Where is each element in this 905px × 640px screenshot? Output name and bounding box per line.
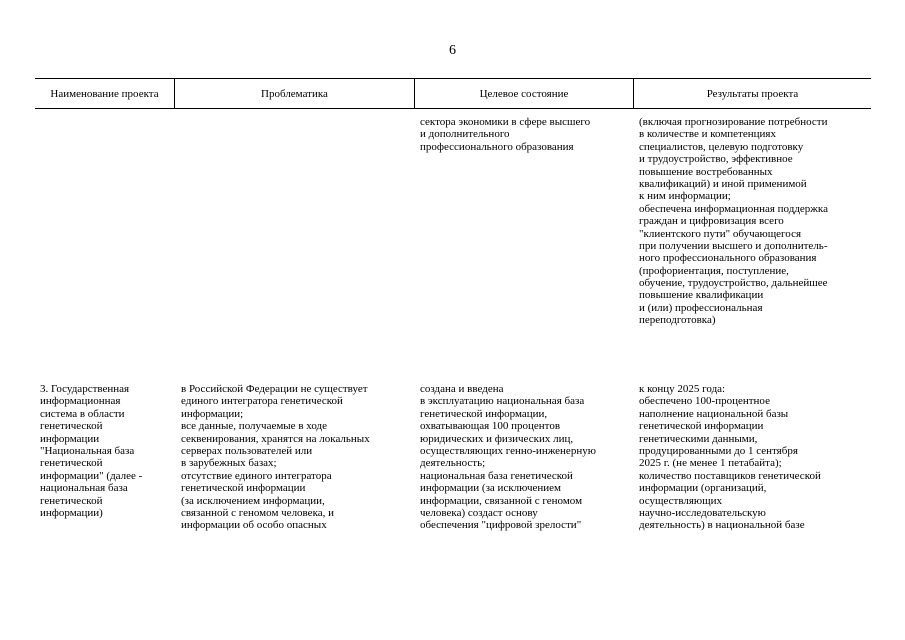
text-line: при получении высшего и дополнитель- xyxy=(639,239,828,252)
text-line: повышение востребованных xyxy=(639,165,773,178)
text-line: система в области xyxy=(40,407,125,420)
header-project-name: Наименование проекта xyxy=(50,88,159,100)
text-line: квалификаций) и иной применимой xyxy=(639,177,807,190)
text-line: (профориентация, поступление, xyxy=(639,264,789,277)
page-number: 6 xyxy=(449,43,456,58)
text-line: генетической xyxy=(40,420,103,433)
text-line: количество поставщиков генетической xyxy=(639,469,821,482)
text-line: наполнение национальной базы xyxy=(639,407,789,420)
text-line: генетической xyxy=(40,457,103,470)
header-problems: Проблематика xyxy=(261,88,328,100)
text-line: в количестве и компетенциях xyxy=(639,128,776,141)
text-line: к концу 2025 года: xyxy=(639,383,726,395)
text-line: обучение, трудоустройство, дальнейшее xyxy=(639,277,828,290)
text-line: в зарубежных базах; xyxy=(181,457,277,470)
text-line: деятельность) в национальной базе xyxy=(639,519,805,532)
text-line: в Российской Федерации не существует xyxy=(181,383,368,395)
text-line: и (или) профессиональная xyxy=(639,301,763,314)
row2-target-cell xyxy=(420,383,596,532)
text-line: и трудоустройство, эффективное xyxy=(639,153,793,166)
text-line: обеспечена информационная поддержка xyxy=(639,202,828,215)
text-line: специалистов, целевую подготовку xyxy=(639,140,804,153)
text-line: связанной с геномом человека, и xyxy=(181,506,335,519)
text-line: информации; xyxy=(181,407,244,420)
text-line: охватывающая 100 процентов xyxy=(420,420,561,433)
text-line: (включая прогнозирование потребности xyxy=(639,116,828,128)
text-line: все данные, получаемые в ходе xyxy=(181,420,328,433)
text-line: генетической информации xyxy=(181,482,306,495)
text-line: секвенирования, хранятся на локальных xyxy=(181,432,370,445)
text-line: к ним информации; xyxy=(639,190,731,203)
row2-results-cell xyxy=(639,383,821,532)
text-line: национальная база генетической xyxy=(420,469,573,482)
text-line: генетической xyxy=(40,494,103,507)
text-line: информации (за исключением xyxy=(420,482,561,495)
text-line: информации" (далее - xyxy=(40,469,143,482)
text-line: граждан и цифровизация всего xyxy=(639,215,784,228)
text-line: создана и введена xyxy=(420,383,504,395)
text-line: 2025 г. (не менее 1 петабайта); xyxy=(639,457,782,470)
text-line: генетической информации xyxy=(639,420,764,433)
row2-name-cell xyxy=(40,383,142,519)
text-line: информации) xyxy=(40,506,103,519)
text-line: человека) создаст основу xyxy=(420,506,538,519)
text-line: деятельность; xyxy=(420,457,486,470)
text-line: информации, связанной с геномом xyxy=(420,494,583,507)
text-line: информации (организаций, xyxy=(639,482,767,495)
text-line: осуществляющих генно-инженерную xyxy=(420,444,596,457)
text-line: национальная база xyxy=(40,482,128,495)
text-line: (за исключением информации, xyxy=(181,494,325,507)
text-line: повышение квалификации xyxy=(639,289,764,302)
header-target-state: Целевое состояние xyxy=(479,88,569,100)
text-line: продуцированными до 1 сентября xyxy=(639,444,798,457)
text-line: информации об особо опасных xyxy=(181,519,327,532)
text-line: обеспечения "цифровой зрелости" xyxy=(420,519,582,532)
text-line: и дополнительного xyxy=(420,128,510,141)
text-line: генетическими данными, xyxy=(639,432,758,445)
text-line: сектора экономики в сфере высшего xyxy=(420,116,591,128)
text-line: информационная xyxy=(40,395,121,408)
text-line: ного профессионального образования xyxy=(639,252,817,265)
text-line: осуществляющих xyxy=(639,494,722,507)
text-line: переподготовка) xyxy=(639,314,716,327)
text-line: "Национальная база xyxy=(40,444,135,457)
row1-target-cell xyxy=(420,116,590,153)
text-line: научно-исследовательскую xyxy=(639,506,766,519)
header-results: Результаты проекта xyxy=(706,88,799,100)
table-header-bottom-rule xyxy=(35,108,871,109)
table-top-rule xyxy=(35,78,871,79)
text-line: обеспечено 100-процентное xyxy=(639,395,770,408)
text-line: информации xyxy=(40,432,100,445)
text-line: в эксплуатацию национальная база xyxy=(420,395,585,408)
text-line: "клиентского пути" обучающегося xyxy=(639,227,802,240)
text-line: профессионального образования xyxy=(420,140,574,153)
text-line: единого интегратора генетической xyxy=(181,395,343,408)
text-line: юридических и физических лиц, xyxy=(420,432,574,445)
text-line: серверах пользователей или xyxy=(181,444,313,457)
row1-results-cell xyxy=(639,116,828,327)
text-line: отсутствие единого интегратора xyxy=(181,469,332,482)
text-line: 3. Государственная xyxy=(40,383,130,395)
row2-problem-cell xyxy=(181,383,370,532)
text-line: генетической информации, xyxy=(420,407,548,420)
